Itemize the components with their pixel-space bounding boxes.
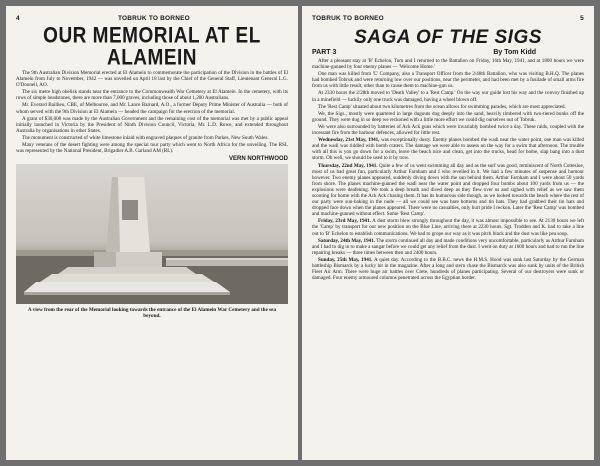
memorial-article-body: [16, 70, 288, 154]
saga-paragraph: Wednesday, 21st May, 1941, was exceptionally dusty. Enemy planes bombed the wadi near the water point, one man was killed and the wadi was riddled with bomb craters. The damage we were able to assess on the way for a swim that afternoon. The trouble with all this is you go down for a swim, leave the beach nice and clean, get into the trucks, head for home, slap bang into a dust storm. Oh well, we should be used to it by now.: [312, 137, 585, 162]
saga-author: By Tom Kidd: [493, 49, 536, 56]
memorial-byline: VERN NORTHWOOD: [229, 156, 288, 163]
left-page: [6, 6, 298, 460]
saga-article-body: [312, 58, 584, 281]
right-page-number: 5: [580, 15, 584, 22]
memorial-paragraph: The six metre high obelisk stands near the entrance to the Commonwealth War Cemetery at El Alamein. In the cemetery, with its rows of simple headstones, there are more than 7,000 graves, including those of about 1,200 Australians.: [16, 89, 288, 102]
saga-paragraph: Sunday, 25th May, 1941. A quiet day. According to the B.B.C. news the H.M.S. Hood was sunk last Saturday by the German battleship Bismarck by a lucky hit in the magazine. After a long and stern chase the Bismarck was also sunk by units of the British Fleet Air Arm. There were huge air battles over Crete, hundreds of planes participating. Several of our destroyers were sunk or damaged. Four enemy armoured columns penetrated across the Egyptian border.: [312, 256, 584, 282]
saga-paragraph: At 2330 hours the 2/28th moved to 'Death Valley' to a 'Rest Camp.' On the way our guide lost his way and the convoy finished up in a minefield — luckily only one truck was damaged, having a wheel blown off.: [312, 90, 584, 103]
saga-headline-block: [312, 28, 584, 47]
saga-paragraph: Friday, 23rd May, 1941. A dust storm blew strongly throughout the day, it was almost impossible to see. At 2130 hours we left the 'Camp' by transport for our new position on the Blue Line, arriving there at 2230 hours. Sgt. Trodden and K. had to take a line out to 'B' Echelon to establish communications. We had to grope our way as it was pitch black and the dust was like pea soup.: [312, 218, 584, 237]
memorial-paragraph: Many veterans of the desert fighting were among the special tour party which went to North Africa for the unveiling. The RSL was represented by the National President, Brigadier A.B. Garland AM (RL).: [16, 142, 288, 155]
memorial-paragraph: A grant of $30,000 was made by the Australian Government and the remaining cost of the memorial was met by a public appeal initially launched in Victoria by the President of Ninth Division Council, Victoria, Mr. L.D. Rowe, and extended throughout Australia by organisations in other States.: [16, 115, 288, 134]
obelisk-illustration: [16, 164, 288, 304]
memorial-paragraph: The monument is constructed of white limestone inlaid with engraved plaques of granite from Parkes, New South Wales.: [22, 134, 269, 141]
right-page: [302, 6, 594, 460]
memorial-headline: OUR MEMORIAL AT EL ALAMEIN: [43, 24, 261, 70]
memorial-paragraph: Mr. Everard Baillieu, CBE, of Melbourne, and Mr. Lance Barnard, A.O., a former Deputy Prime Minister of Australia — both of whom served with the 9th Division at El Alamein — headed the campaign for the erection of the memorial.: [16, 102, 288, 115]
memorial-photo: [16, 164, 288, 304]
left-running-title: TOBRUK TO BORNEO: [117, 15, 190, 22]
right-running-head: [312, 15, 584, 22]
saga-headline: SAGA OF THE SIGS: [354, 27, 542, 48]
saga-paragraph: After a pleasant stay at 'B' Echelon, Tom and I returned to the Battalion on Friday, 16th May, 1941, and at 1800 hours we were machine-gunned by four enemy planes — 'Welcome Home.': [312, 58, 584, 71]
left-running-head: [16, 15, 288, 22]
memorial-paragraph: The 9th Australian Division Memorial erected at El Alamein to commemorate the participation of the Division in the battles of El Alamein from July to November, 1942 — was unveiled on April 18 last by the Chief of the General Staff, Lieutenant General L.G. O'Donnell, AO.: [16, 70, 288, 89]
saga-paragraph: One man was killed from 'C' Company, also a Transport Officer from the 2/48th Battalion, who was visiting B.H.Q. The planes had bombed Tobruk and were returning low over our positions, near the perimeter, and had been met by a fusilade of small arms fire from us with little result, other than to cause them to machine-gun us.: [312, 71, 584, 90]
saga-paragraph: We were also surrounded by batteries of Ack Ack guns which were invariably bombed twice a day. These raids, coupled with the incessant fire from the harbour defences, allowed for little rest.: [312, 123, 584, 137]
left-page-number: 4: [16, 15, 20, 22]
right-running-title: TOBRUK TO BORNEO: [312, 15, 384, 22]
saga-paragraph: Saturday, 24th May, 1941. The storm continued all day and made conditions very uncomfortable, particularly as Arthur Farnham and I had to dig in to make a sangar before we could get any relief from the dust. I went on duty at 1600 hours and had to run the line repairing breaks — three times between then and 2400 hours.: [312, 237, 584, 256]
photo-caption: A view from the rear of the Memorial looking towards the entrance of the El Alamein War Cemetery and the sea beyond.: [27, 307, 277, 320]
saga-meta: [312, 49, 584, 56]
saga-part: PART 3: [312, 49, 337, 56]
saga-paragraph: We, the Sigs., mostly were quartered in large dugouts dug deeply into the sand, heavily timbered with two-tiered bunks off the ground. They were dug in so deep we reckoned with a little more effort we could dig ourselves out of Tobruk.: [312, 110, 584, 123]
saga-paragraph: Thursday, 22nd May, 1941. Quite a few of us went swimming all day and as the surf was good, reminiscent of North Cottesloe, most of us had great fun, particularly Arthur Farnham and I who revelled in it. We had a few minutes of suspense and humour however. Two enemy planes appeared, suddenly diving down with the sun behind them. Arthur Farnham and I were about 50 yards from shore. The planes machine-gunned the wadi near the water point and dropped four bombs about 100 yards from us — the explosions were deafening. We took a deep breath and dived deep as they flew over us and sighed with relief as we saw them scooting for home with the Ack Ack chasing them. It has its humorous side though, as we looked towards the beach where the rest of our party were sun-baking in the nude — all we could see was bare bottoms and tin hats. They had grabbed their tin hats and dropped face down when the planes appeared. There were no casualties, only hurt pride I reckon. Later the 'Rest Camp' was bombed and machine-gunned without effect. Some 'Rest Camp'.: [312, 162, 584, 218]
saga-paragraph: The 'Rest Camp' situated about two kilometres from the ocean allows for swimming parades, which are most appreciated.: [318, 103, 566, 110]
